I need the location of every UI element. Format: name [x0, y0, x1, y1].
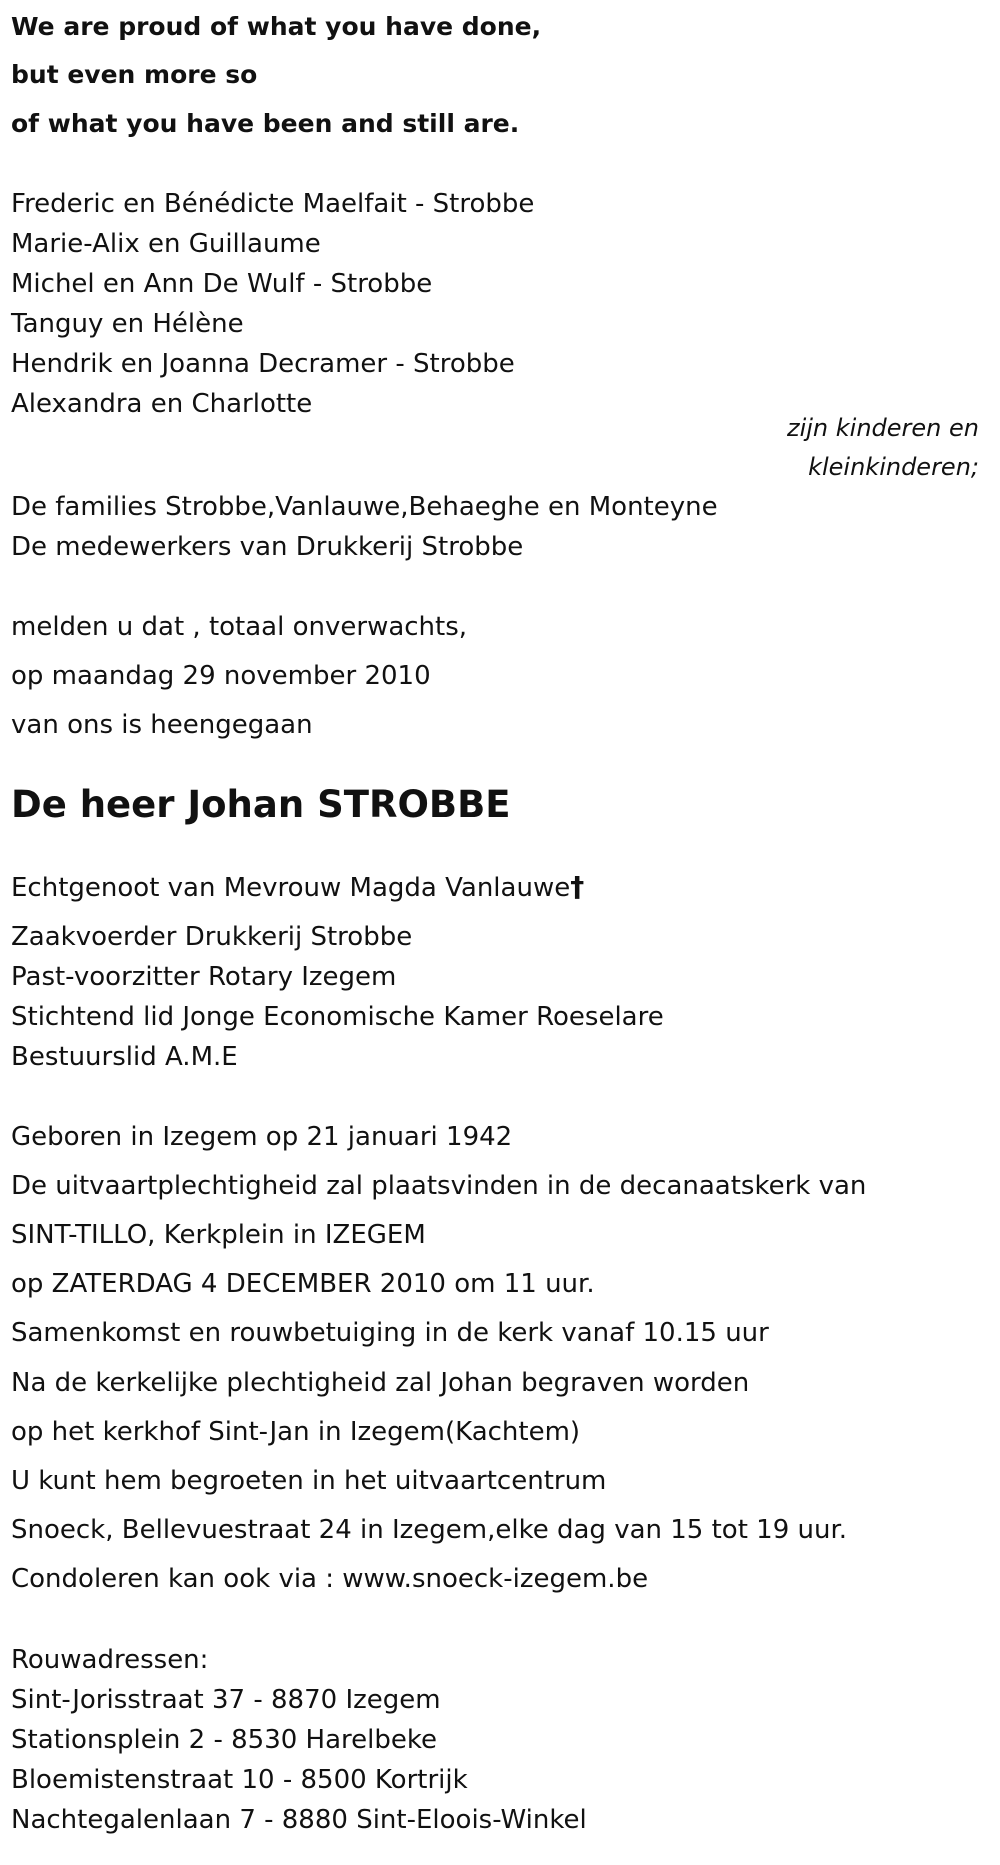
family-line: Marie-Alix en Guillaume — [11, 229, 321, 259]
cross-icon: † — [570, 870, 585, 903]
detail-line: op ZATERDAG 4 DECEMBER 2010 om 11 uur. — [11, 1269, 595, 1299]
motto-line: We are proud of what you have done, — [11, 12, 542, 41]
family-line: Hendrik en Joanna Decramer - Strobbe — [11, 349, 515, 379]
address-line: Sint-Jorisstraat 37 - 8870 Izegem — [11, 1685, 441, 1715]
address-line: Stationsplein 2 - 8530 Harelbeke — [11, 1725, 438, 1755]
family-line: Alexandra en Charlotte — [11, 389, 313, 419]
detail-line: U kunt hem begroeten in het uitvaartcentrum — [11, 1466, 607, 1496]
detail-line: Geboren in Izegem op 21 januari 1942 — [11, 1122, 513, 1152]
relatives-line: De families Strobbe,Vanlauwe,Behaeghe en Monteyne — [11, 492, 718, 522]
detail-line: Samenkomst en rouwbetuiging in de kerk vanaf 10.15 uur — [11, 1318, 769, 1348]
deceased-name: De heer Johan STROBBE — [11, 783, 511, 826]
detail-line: Na de kerkelijke plechtigheid zal Johan begraven worden — [11, 1368, 750, 1398]
motto-line: of what you have been and still are. — [11, 109, 520, 138]
motto-line: but even more so — [11, 60, 258, 89]
detail-line: Snoeck, Bellevuestraat 24 in Izegem,elke dag van 15 tot 19 uur. — [11, 1515, 848, 1545]
spouse-text: Echtgenoot van Mevrouw Magda Vanlauwe — [11, 873, 571, 903]
detail-line: SINT-TILLO, Kerkplein in IZEGEM — [11, 1220, 426, 1250]
detail-line: Condoleren kan ook via : www.snoeck-izegem.be — [11, 1564, 649, 1594]
role-line: Zaakvoerder Drukkerij Strobbe — [11, 922, 413, 952]
family-note: zijn kinderen en — [787, 414, 979, 442]
family-line: Frederic en Bénédicte Maelfait - Strobbe — [11, 189, 535, 219]
role-line: Stichtend lid Jonge Economische Kamer Roeselare — [11, 1002, 664, 1032]
addresses-title: Rouwadressen: — [11, 1645, 209, 1675]
detail-line: De uitvaartplechtigheid zal plaatsvinden in de decanaatskerk van — [11, 1171, 867, 1201]
announcement-line: op maandag 29 november 2010 — [11, 661, 431, 691]
address-line: Nachtegalenlaan 7 - 8880 Sint-Eloois-Winkel — [11, 1805, 587, 1835]
family-note: kleinkinderen; — [808, 453, 979, 481]
family-line: Michel en Ann De Wulf - Strobbe — [11, 269, 433, 299]
detail-line: op het kerkhof Sint-Jan in Izegem(Kachtem) — [11, 1417, 581, 1447]
address-line: Bloemistenstraat 10 - 8500 Kortrijk — [11, 1765, 468, 1795]
role-line: Past-voorzitter Rotary Izegem — [11, 962, 397, 992]
relatives-line: De medewerkers van Drukkerij Strobbe — [11, 532, 524, 562]
spouse-line — [11, 870, 584, 905]
role-line: Bestuurslid A.M.E — [11, 1042, 238, 1072]
announcement-line: melden u dat , totaal onverwachts, — [11, 612, 468, 642]
family-line: Tanguy en Hélène — [11, 309, 244, 339]
announcement-line: van ons is heengegaan — [11, 710, 313, 740]
